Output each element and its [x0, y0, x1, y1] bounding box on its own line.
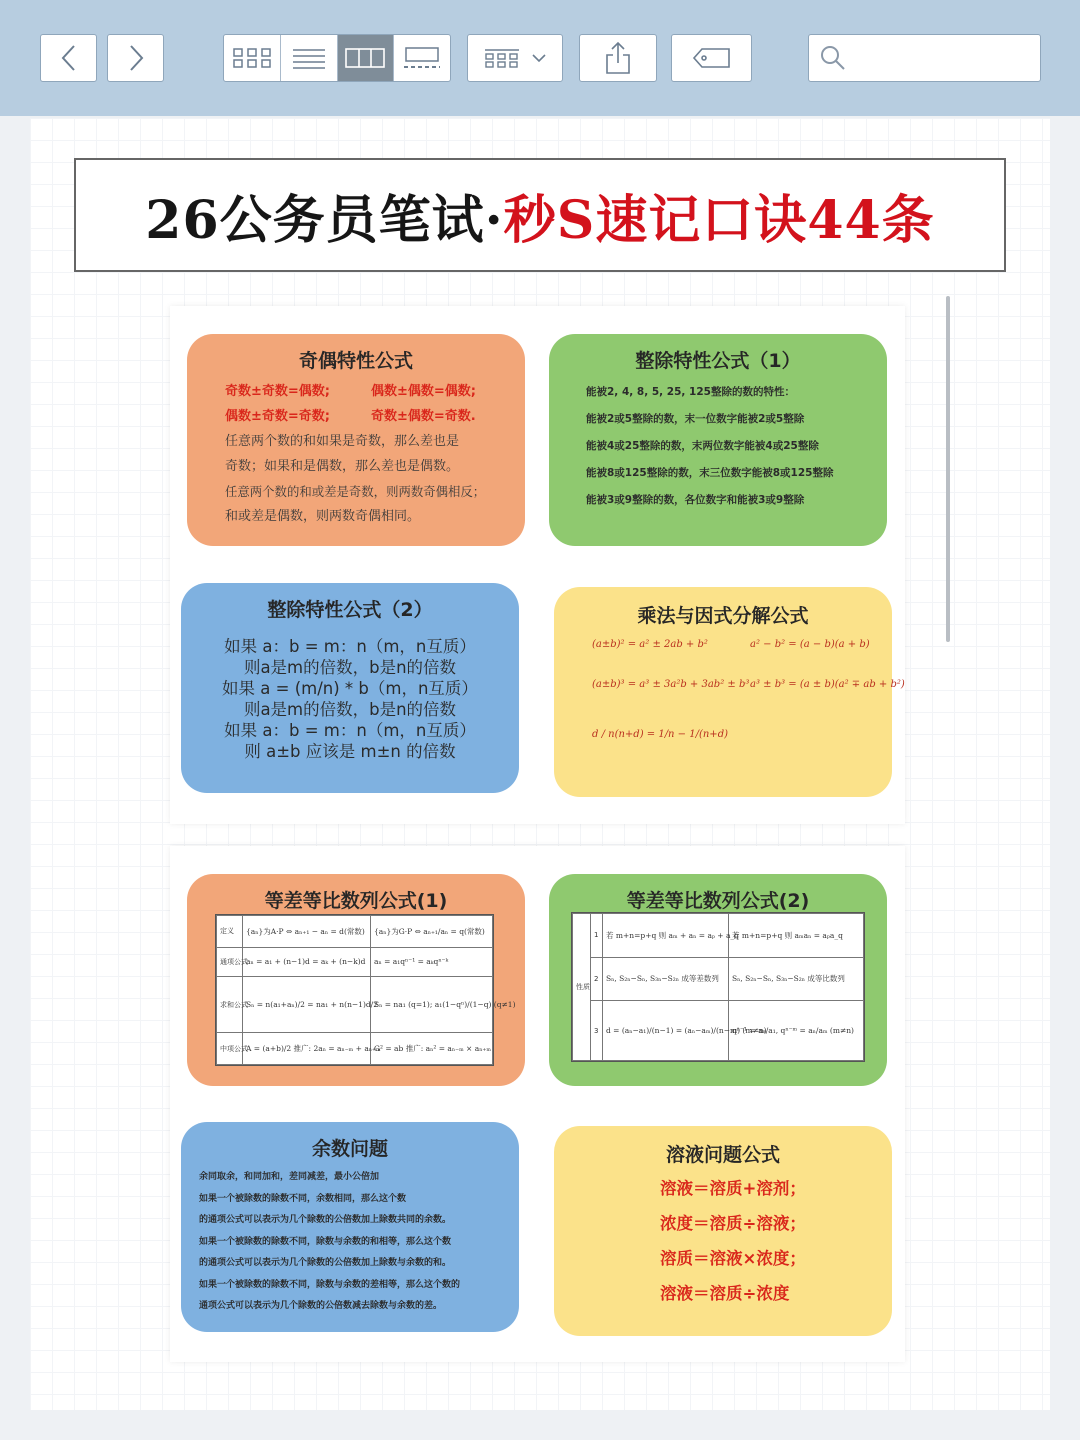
share-button[interactable] — [579, 34, 657, 82]
columns-view-button[interactable] — [338, 35, 395, 81]
table-cell: G² = ab 推广: aₙ² = aₙ₋ₘ × aₙ₊ₘ — [371, 1033, 493, 1065]
table-cell: 通项公式 — [217, 947, 243, 977]
toolbar — [0, 0, 1080, 116]
card-title: 余数问题 — [311, 1138, 388, 1160]
formula: a³ ± b³ = (a ± b)(a² ∓ ab + b²) — [750, 679, 905, 690]
table-cell: 求和公式 — [217, 977, 243, 1033]
rule-line: 如果一个被除数的除数不同，除数与余数的和相等，那么这个数 — [199, 1236, 452, 1247]
chevron-left-icon — [60, 44, 78, 72]
group-by-dropdown[interactable] — [467, 34, 563, 82]
card-title: 等差等比数列公式(1) — [264, 890, 448, 912]
parity-rule: 奇数±奇数=偶数; — [225, 384, 330, 399]
card-title: 溶液问题公式 — [665, 1144, 780, 1166]
forward-button[interactable] — [107, 34, 164, 82]
rule-line: 能被3或9整除的数，各位数字和能被3或9整除 — [586, 494, 805, 506]
table-cell: 2 — [591, 957, 603, 1001]
table-cell: d = (aₙ−a₁)/(n−1) = (aₙ−aₘ)/(n−m) (m≠n) — [603, 1001, 729, 1061]
card-title: 等差等比数列公式(2) — [626, 890, 810, 912]
table-cell: 中项公式 — [217, 1033, 243, 1065]
table-row — [573, 914, 864, 958]
table-cell: {aₙ}为A·P ⇔ aₙ₊₁ − aₙ = d(常数) — [243, 916, 371, 948]
table-cell: aₙ = a₁ + (n−1)d = aₖ + (n−k)d — [243, 947, 371, 977]
columns-view-icon — [345, 47, 385, 69]
rule-line: 能被2, 4, 8, 5, 25, 125整除的数的特性： — [586, 386, 795, 398]
formula: d / n(n+d) = 1/n − 1/(n+d) — [592, 729, 728, 740]
tag-icon — [692, 47, 732, 69]
parity-text: 任意两个数的和或差是奇数，则两数奇偶相反； — [225, 484, 486, 499]
parity-text: 奇数；如果和是偶数，那么差也是偶数。 — [225, 459, 460, 474]
page-title — [145, 178, 934, 253]
search-field[interactable] — [808, 34, 1041, 82]
card-title: 奇偶特性公式 — [298, 350, 413, 372]
rule-line: 能被8或125整除的数，末三位数字能被8或125整除 — [586, 467, 834, 479]
parity-rule: 偶数±偶数=偶数; — [371, 384, 476, 399]
rule-line: 通项公式可以表示为几个除数的公倍数减去除数与余数的差。 — [199, 1301, 443, 1311]
table-cell: 1 — [591, 914, 603, 958]
chevron-down-icon — [531, 53, 547, 63]
rule-line: 能被4或25整除的数，末两位数字能被4或25整除 — [586, 440, 819, 452]
table-cell: A = (a+b)/2 推广: 2aₙ = aₙ₋ₘ + aₙ₊ₘ — [243, 1033, 371, 1065]
divisibility-1-card — [549, 334, 887, 546]
factorization-card — [554, 587, 905, 797]
search-input[interactable] — [855, 38, 1055, 78]
list-view-button[interactable] — [281, 35, 338, 81]
document-page-2 — [170, 846, 905, 1362]
table-cell: 性质 — [573, 914, 591, 1061]
document-viewer — [30, 118, 1050, 1410]
rule-line: 溶液＝溶质÷浓度 — [660, 1284, 790, 1303]
card-title: 整除特性公式（2） — [267, 599, 433, 621]
table-cell: 若 m+n=p+q 则 aₘaₙ = aₚa_q — [729, 914, 864, 958]
sequence-1-table — [215, 914, 516, 1066]
rule-line: 的通项公式可以表示为几个除数的公倍数加上除数与余数的和。 — [199, 1258, 452, 1268]
rule-line: 溶液＝溶质+溶剂； — [660, 1179, 806, 1198]
parity-rule: 奇数±偶数=奇数. — [371, 409, 476, 424]
share-icon — [604, 41, 632, 75]
title-part2: 秒S速记口诀44条 — [503, 189, 935, 251]
table-row — [217, 947, 493, 977]
table-cell: Sₙ = na₁ (q=1); a₁(1−qⁿ)/(1−q) (q≠1) — [371, 977, 493, 1033]
table-row — [573, 1001, 864, 1061]
table-row — [217, 1033, 493, 1065]
rule-line: 如果一个被除数的除数不同，余数相同，那么这个数 — [199, 1193, 407, 1204]
rule-line: 浓度＝溶质÷溶液； — [660, 1214, 806, 1233]
rule-line: 如果 a：b = m：n（m，n互质） — [224, 721, 476, 740]
formula: (a±b)³ = a³ ± 3a²b + 3ab² ± b³ — [592, 679, 750, 690]
title-part1: 26公务员笔试· — [145, 189, 504, 251]
grid-view-icon — [232, 46, 272, 70]
rule-line: 溶质＝溶液×浓度； — [660, 1249, 806, 1268]
group-by-icon — [483, 47, 521, 69]
title-banner — [74, 158, 1006, 272]
sequence-1-card — [187, 874, 525, 1086]
sequence-2-card — [549, 874, 887, 1086]
table-row — [217, 916, 493, 948]
parity-card — [187, 334, 525, 546]
table-row — [217, 977, 493, 1033]
table-cell: Sₙ, S₂ₙ−Sₙ, S₃ₙ−S₂ₙ 成等比数列 — [729, 957, 864, 1001]
gallery-view-icon — [402, 46, 442, 70]
parity-rule: 偶数±奇数=奇数; — [225, 409, 330, 424]
rule-line: 能被2或5整除的数，末一位数字能被2或5整除 — [586, 413, 805, 425]
table-cell: aₙ = a₁qⁿ⁻¹ = aₖqⁿ⁻ᵏ — [371, 947, 493, 977]
table-cell: qⁿ⁻¹ = aₙ/a₁, qⁿ⁻ᵐ = aₙ/aₘ (m≠n) — [729, 1001, 864, 1061]
card-title: 整除特性公式（1） — [635, 350, 801, 372]
parity-text: 任意两个数的和如果是奇数，那么差也是 — [225, 434, 460, 449]
back-button[interactable] — [40, 34, 97, 82]
rule-line: 则a是m的倍数，b是n的倍数 — [243, 700, 457, 719]
rule-line: 如果 a：b = m：n（m，n互质） — [224, 637, 476, 656]
solution-card — [554, 1126, 892, 1336]
table-cell: Sₙ, S₂ₙ−Sₙ, S₃ₙ−S₂ₙ 成等差数列 — [603, 957, 729, 1001]
view-mode-selector — [223, 34, 451, 82]
rule-line: 如果一个被除数的除数不同，除数与余数的差相等，那么这个数的 — [199, 1279, 461, 1290]
table-cell: {aₙ}为G·P ⇔ aₙ₊₁/aₙ = q(常数) — [371, 916, 493, 948]
table-cell: 定义 — [217, 916, 243, 948]
rule-line: 如果 a = (m/n) * b（m，n互质） — [222, 679, 478, 698]
remainder-card — [181, 1122, 519, 1332]
rule-line: 余同取余，和同加和，差同减差，最小公倍加 — [199, 1172, 380, 1182]
grid-view-button[interactable] — [224, 35, 281, 81]
table-row — [573, 957, 864, 1001]
table-cell: 3 — [591, 1001, 603, 1061]
scrollbar[interactable] — [946, 296, 950, 642]
rule-line: 的通项公式可以表示为几个除数的公倍数加上除数共同的余数。 — [199, 1215, 452, 1225]
tag-button[interactable] — [671, 34, 752, 82]
formula: a² − b² = (a − b)(a + b) — [750, 639, 870, 650]
sequence-2-table — [571, 912, 865, 1062]
search-icon — [819, 44, 847, 72]
parity-text: 和或差是偶数，则两数奇偶相同。 — [225, 509, 421, 524]
card-title: 乘法与因式分解公式 — [637, 605, 809, 627]
rule-line: 则a是m的倍数，b是n的倍数 — [243, 658, 457, 677]
document-page-1 — [170, 306, 905, 824]
table-cell: 若 m+n=p+q 则 aₘ + aₙ = aₚ + a_q — [603, 914, 729, 958]
chevron-right-icon — [127, 44, 145, 72]
rule-line: 则 a±b 应该是 m±n 的倍数 — [244, 742, 456, 761]
table-cell: Sₙ = n(a₁+aₙ)/2 = na₁ + n(n−1)d/2 — [243, 977, 371, 1033]
gallery-view-button[interactable] — [394, 35, 450, 81]
list-view-icon — [292, 47, 326, 69]
divisibility-2-card — [181, 583, 519, 793]
formula: (a±b)² = a² ± 2ab + b² — [592, 639, 708, 650]
